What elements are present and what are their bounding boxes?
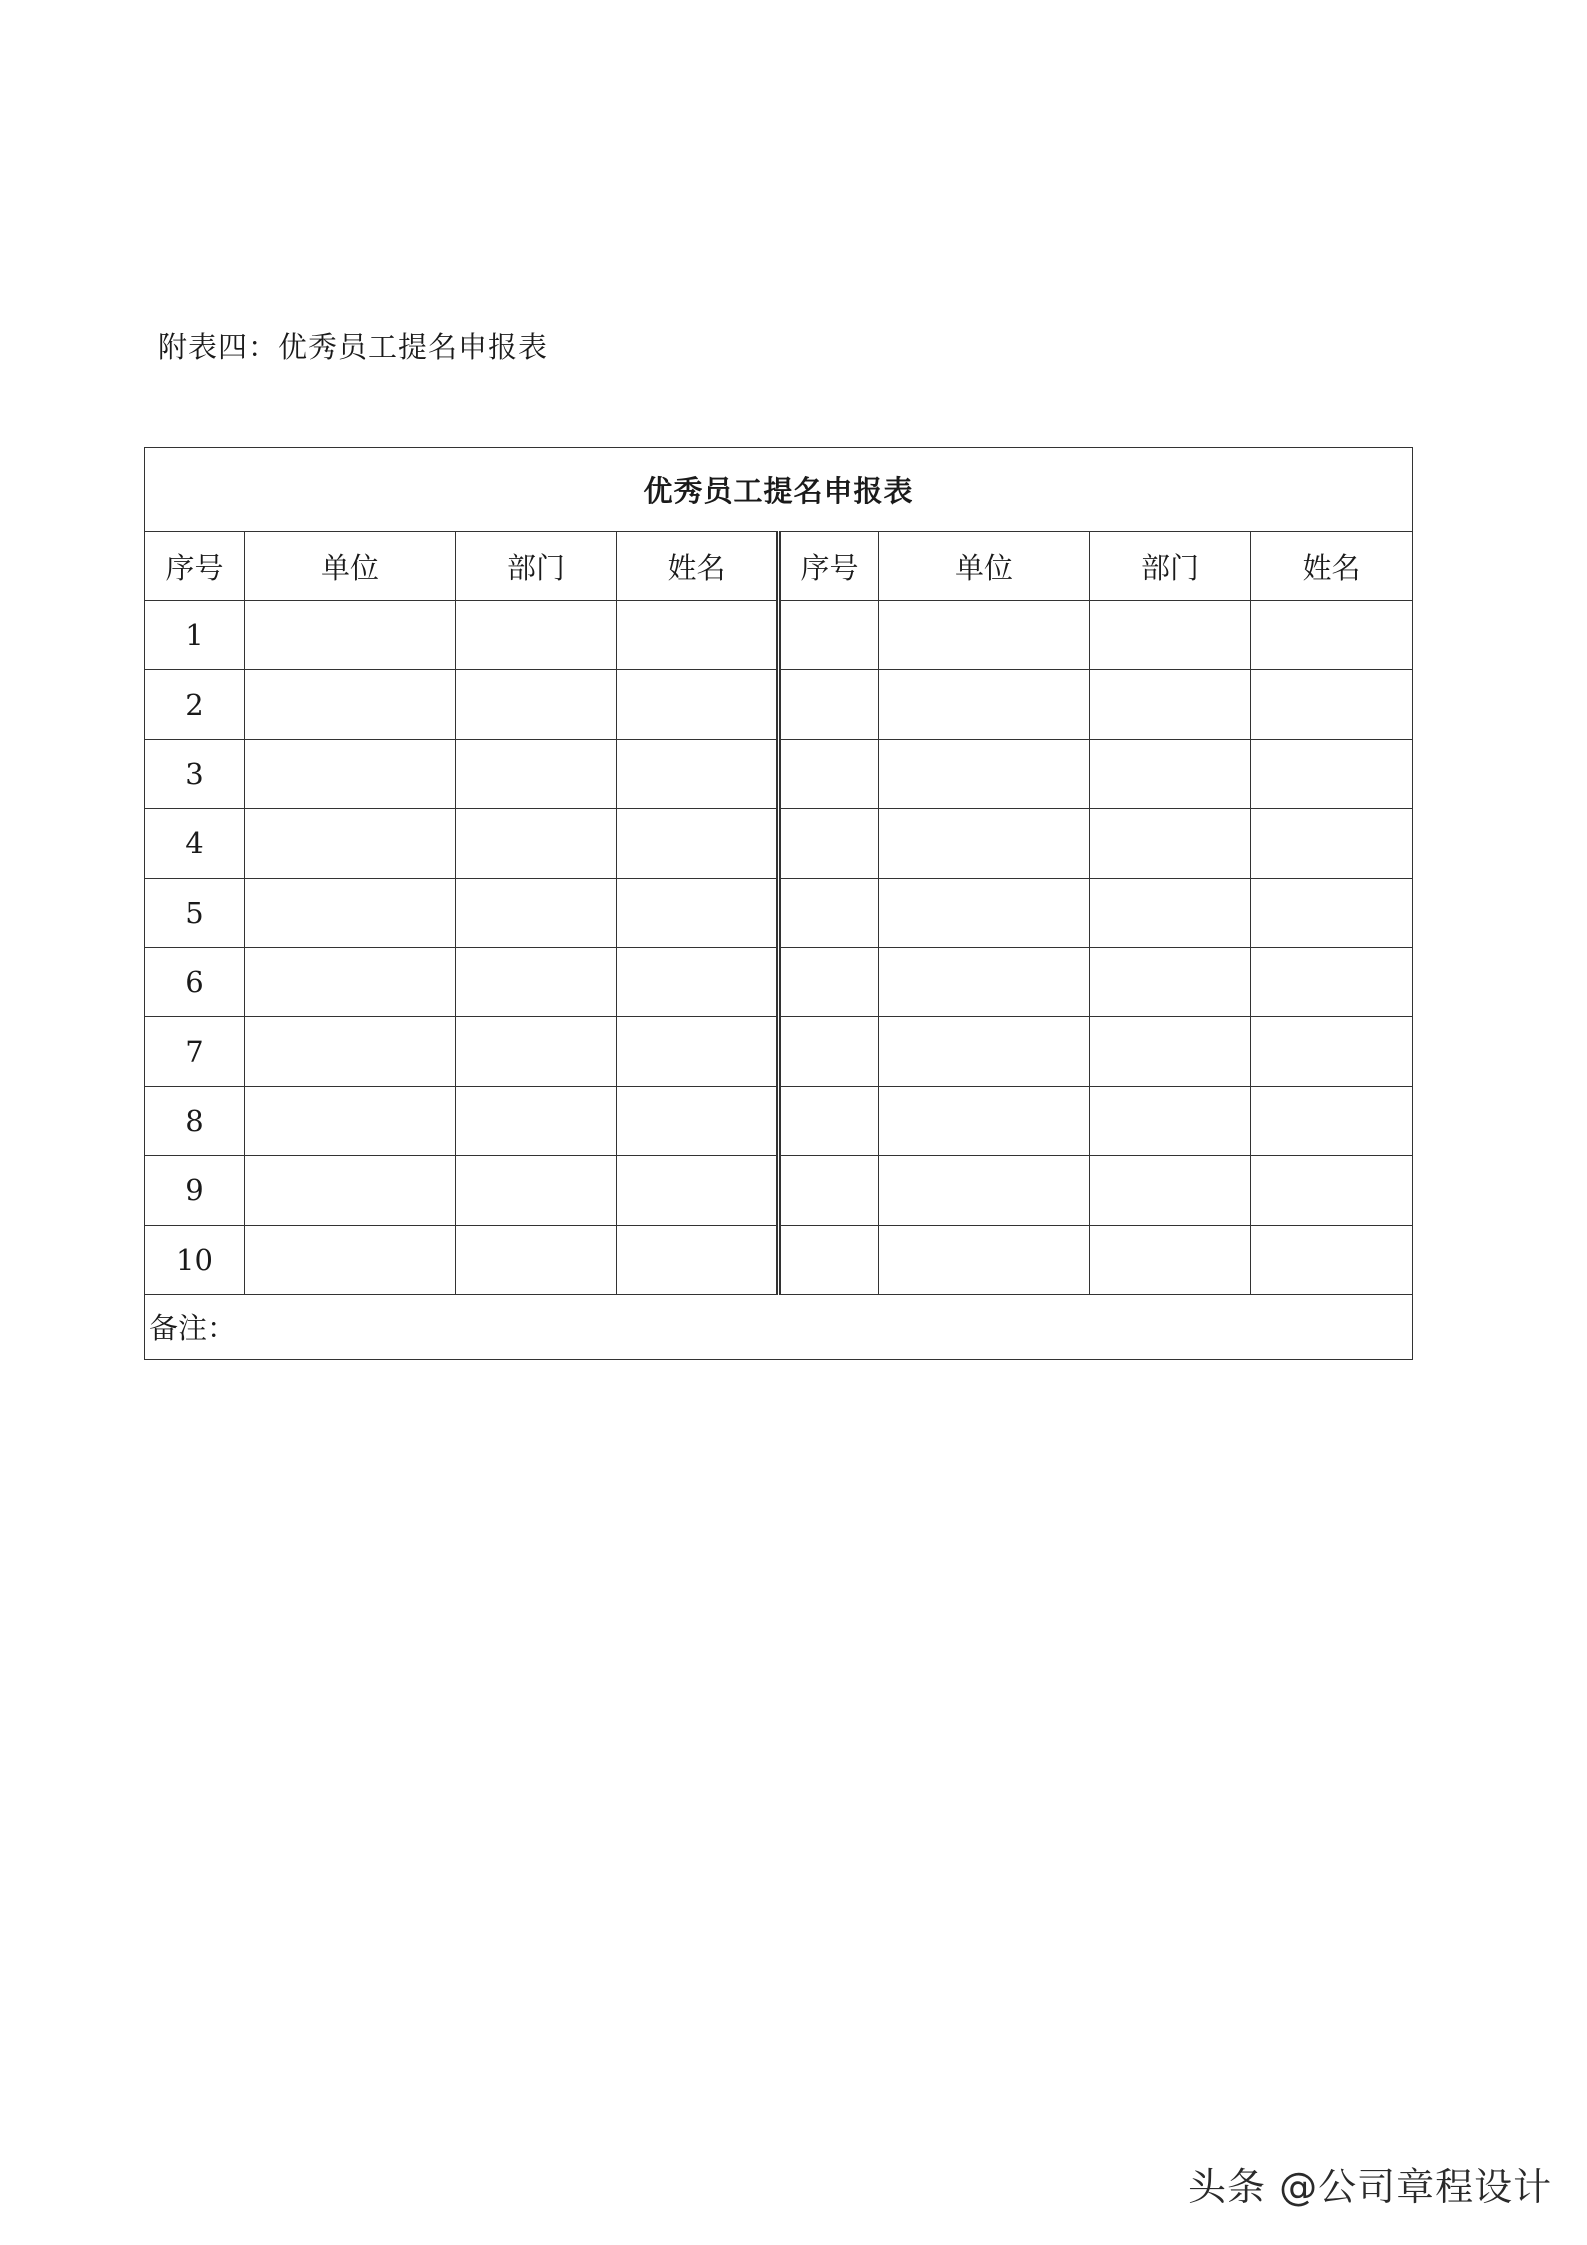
- name-cell-right[interactable]: [1251, 1225, 1413, 1294]
- department-cell[interactable]: [456, 809, 617, 878]
- unit-cell[interactable]: [245, 878, 456, 947]
- serial-cell-right[interactable]: [779, 878, 879, 947]
- header-name-right: 姓名: [1251, 532, 1413, 601]
- serial-cell: 3: [145, 739, 245, 808]
- unit-cell[interactable]: [245, 601, 456, 670]
- name-cell[interactable]: [617, 1156, 779, 1225]
- department-cell[interactable]: [456, 878, 617, 947]
- department-cell[interactable]: [456, 947, 617, 1016]
- name-cell-right[interactable]: [1251, 670, 1413, 739]
- header-serial-left: 序号: [145, 532, 245, 601]
- unit-cell[interactable]: [245, 1017, 456, 1086]
- unit-cell-right[interactable]: [879, 670, 1090, 739]
- serial-cell-right[interactable]: [779, 809, 879, 878]
- department-cell-right[interactable]: [1090, 1225, 1251, 1294]
- department-cell[interactable]: [456, 1086, 617, 1155]
- serial-cell: 10: [145, 1225, 245, 1294]
- name-cell[interactable]: [617, 1086, 779, 1155]
- department-cell[interactable]: [456, 1156, 617, 1225]
- department-cell[interactable]: [456, 739, 617, 808]
- serial-cell-right[interactable]: [779, 1156, 879, 1225]
- watermark: 头条 @公司章程设计: [1188, 2165, 1553, 2209]
- name-cell-right[interactable]: [1251, 809, 1413, 878]
- name-cell-right[interactable]: [1251, 601, 1413, 670]
- name-cell-right[interactable]: [1251, 1086, 1413, 1155]
- table-title-row: [145, 448, 1413, 532]
- name-cell[interactable]: [617, 947, 779, 1016]
- header-unit-left: 单位: [245, 532, 456, 601]
- unit-cell-right[interactable]: [879, 809, 1090, 878]
- table-row: [145, 1156, 1413, 1225]
- header-unit-right: 单位: [879, 532, 1090, 601]
- name-cell-right[interactable]: [1251, 947, 1413, 1016]
- nomination-table: [144, 447, 1413, 1360]
- name-cell[interactable]: [617, 670, 779, 739]
- table-row: [145, 1017, 1413, 1086]
- unit-cell[interactable]: [245, 947, 456, 1016]
- table-row: [145, 878, 1413, 947]
- header-department-left: 部门: [456, 532, 617, 601]
- table-header-row: [145, 532, 1413, 601]
- name-cell-right[interactable]: [1251, 1156, 1413, 1225]
- name-cell[interactable]: [617, 1017, 779, 1086]
- department-cell-right[interactable]: [1090, 1086, 1251, 1155]
- unit-cell-right[interactable]: [879, 1017, 1090, 1086]
- unit-cell-right[interactable]: [879, 739, 1090, 808]
- table-title: 优秀员工提名申报表: [145, 448, 1413, 532]
- name-cell[interactable]: [617, 739, 779, 808]
- department-cell-right[interactable]: [1090, 1156, 1251, 1225]
- table-row: [145, 947, 1413, 1016]
- department-cell-right[interactable]: [1090, 1017, 1251, 1086]
- table-row: [145, 809, 1413, 878]
- serial-cell-right[interactable]: [779, 1225, 879, 1294]
- serial-cell: 2: [145, 670, 245, 739]
- serial-cell: 4: [145, 809, 245, 878]
- serial-cell: 8: [145, 1086, 245, 1155]
- serial-cell: 1: [145, 601, 245, 670]
- table-row: [145, 1086, 1413, 1155]
- unit-cell-right[interactable]: [879, 1086, 1090, 1155]
- department-cell-right[interactable]: [1090, 878, 1251, 947]
- department-cell-right[interactable]: [1090, 670, 1251, 739]
- unit-cell-right[interactable]: [879, 878, 1090, 947]
- unit-cell[interactable]: [245, 1156, 456, 1225]
- serial-cell-right[interactable]: [779, 670, 879, 739]
- document-caption: 附表四：优秀员工提名申报表: [158, 330, 549, 364]
- table-row: [145, 601, 1413, 670]
- name-cell[interactable]: [617, 809, 779, 878]
- header-name-left: 姓名: [617, 532, 779, 601]
- serial-cell-right[interactable]: [779, 947, 879, 1016]
- name-cell-right[interactable]: [1251, 739, 1413, 808]
- department-cell[interactable]: [456, 601, 617, 670]
- serial-cell: 7: [145, 1017, 245, 1086]
- notes-label: 备注：: [145, 1294, 1413, 1359]
- department-cell-right[interactable]: [1090, 947, 1251, 1016]
- header-serial-right: 序号: [779, 532, 879, 601]
- department-cell[interactable]: [456, 1017, 617, 1086]
- serial-cell-right[interactable]: [779, 739, 879, 808]
- unit-cell[interactable]: [245, 739, 456, 808]
- department-cell-right[interactable]: [1090, 601, 1251, 670]
- serial-cell-right[interactable]: [779, 1086, 879, 1155]
- table-row: [145, 739, 1413, 808]
- name-cell-right[interactable]: [1251, 1017, 1413, 1086]
- unit-cell[interactable]: [245, 670, 456, 739]
- department-cell-right[interactable]: [1090, 739, 1251, 808]
- unit-cell-right[interactable]: [879, 947, 1090, 1016]
- department-cell[interactable]: [456, 670, 617, 739]
- header-department-right: 部门: [1090, 532, 1251, 601]
- serial-cell-right[interactable]: [779, 601, 879, 670]
- name-cell-right[interactable]: [1251, 878, 1413, 947]
- name-cell[interactable]: [617, 878, 779, 947]
- serial-cell: 9: [145, 1156, 245, 1225]
- unit-cell[interactable]: [245, 1086, 456, 1155]
- name-cell[interactable]: [617, 601, 779, 670]
- serial-cell-right[interactable]: [779, 1017, 879, 1086]
- name-cell[interactable]: [617, 1225, 779, 1294]
- table-row: [145, 670, 1413, 739]
- department-cell[interactable]: [456, 1225, 617, 1294]
- table-row: [145, 1225, 1413, 1294]
- notes-row: [145, 1294, 1413, 1359]
- unit-cell-right[interactable]: [879, 1156, 1090, 1225]
- unit-cell-right[interactable]: [879, 601, 1090, 670]
- unit-cell-right[interactable]: [879, 1225, 1090, 1294]
- serial-cell: 6: [145, 947, 245, 1016]
- unit-cell[interactable]: [245, 809, 456, 878]
- department-cell-right[interactable]: [1090, 809, 1251, 878]
- serial-cell: 5: [145, 878, 245, 947]
- unit-cell[interactable]: [245, 1225, 456, 1294]
